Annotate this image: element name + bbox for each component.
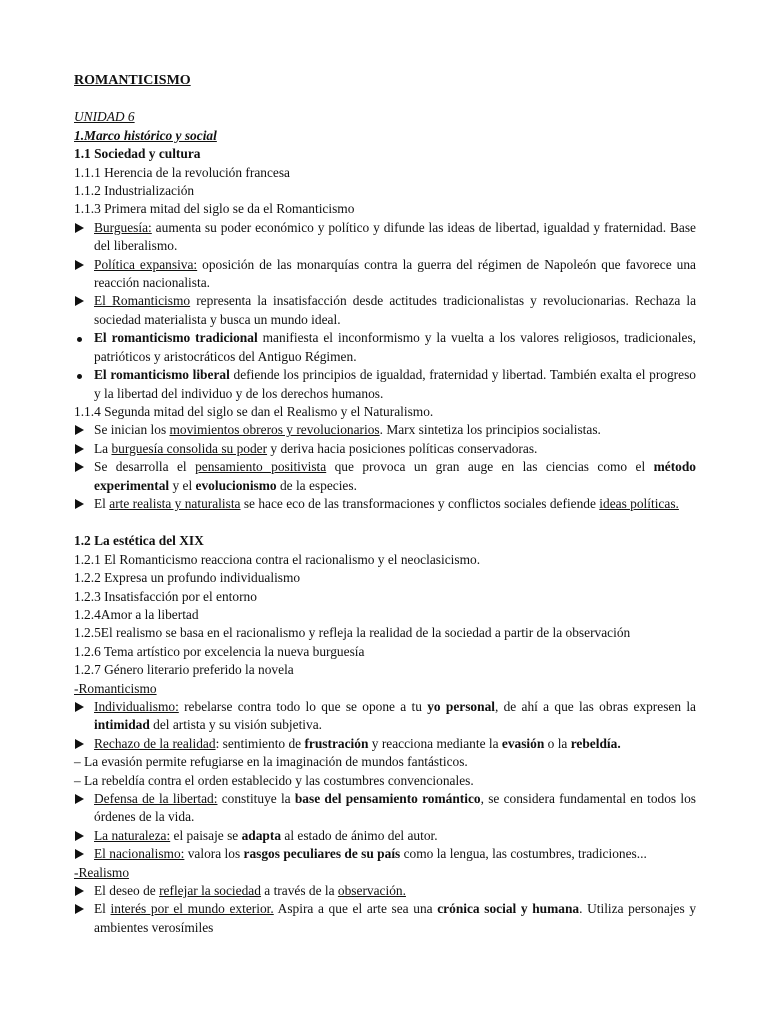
term: observación. bbox=[337, 883, 406, 899]
item-text: , se considera fundamental en todos los órdenes de la vida. bbox=[94, 791, 696, 825]
arrow-bullet-icon bbox=[75, 698, 91, 717]
term: Individualismo: bbox=[94, 699, 179, 714]
item-text: como la lengua, las costumbres, tradiciones... bbox=[400, 846, 647, 862]
item-text: de la especies. bbox=[276, 477, 357, 493]
bullet-item-naturaleza bbox=[74, 827, 696, 845]
item-text: rebelarse contra todo lo que se opone a tu bbox=[178, 699, 428, 714]
item-text: constituye la bbox=[217, 791, 295, 807]
bullet-item-politica bbox=[74, 256, 696, 293]
item-text: . Utiliza personajes y ambientes verosímiles bbox=[94, 901, 697, 935]
bold-term: frustración bbox=[304, 735, 369, 751]
arrow-bullet-icon bbox=[75, 495, 91, 514]
bold-term: El romanticismo tradicional bbox=[94, 330, 258, 346]
term: Burguesía: bbox=[94, 219, 152, 235]
dot-bullet-icon bbox=[75, 329, 91, 347]
item-text: se hace eco de las transformaciones y conflictos sociales defiende bbox=[240, 495, 600, 511]
item-text: : sentimiento de bbox=[215, 735, 305, 751]
item-text: defiende los principios de igualdad, fraternidad y libertad. También exalta el progreso y la libertad del individuo y de los derechos humanos. bbox=[94, 367, 696, 401]
outline-line: 1.2.3 Insatisfacción por el entorno bbox=[74, 588, 257, 604]
term: El Romanticismo bbox=[94, 293, 191, 309]
arrow-bullet-icon bbox=[75, 256, 91, 275]
item-text: , de ahí a que las obras expresen la bbox=[494, 699, 696, 714]
bold-term: rebeldía. bbox=[570, 735, 621, 751]
item-text: el paisaje se bbox=[170, 827, 242, 843]
bullet-item-nacionalismo bbox=[74, 845, 696, 863]
outline-paragraph: 1.2.5El realismo se basa en el racionalismo y refleja la realidad de la sociedad a partir de la observación bbox=[74, 625, 631, 641]
spacer bbox=[74, 513, 696, 532]
item-text: que provoca un gran auge en las ciencias como el bbox=[326, 459, 654, 475]
term: arte realista y naturalista bbox=[109, 495, 241, 511]
term: ideas políticas. bbox=[599, 495, 679, 511]
bullet-item-deseo bbox=[74, 882, 696, 900]
bold-term: método experimental bbox=[94, 459, 696, 493]
bullet-item-movimientos bbox=[74, 421, 696, 439]
arrow-bullet-icon bbox=[75, 458, 91, 477]
section-1-heading: 1.Marco histórico y social bbox=[74, 127, 217, 143]
item-text: o la bbox=[544, 735, 571, 751]
dash-line-rebeldia: – La rebeldía contra el orden establecido y las costumbres convencionales. bbox=[74, 772, 474, 788]
outline-line: 1.1.3 Primera mitad del siglo se da el Romanticismo bbox=[74, 201, 355, 217]
item-text: El bbox=[94, 901, 111, 917]
document-title: ROMANTICISMO bbox=[74, 73, 191, 88]
bullet-item-rechazo bbox=[74, 735, 696, 753]
bullet-item-burguesia-conservadora bbox=[74, 440, 696, 458]
item-text: y el bbox=[169, 477, 196, 493]
outline-line: 1.2.2 Expresa un profundo individualismo bbox=[74, 570, 301, 586]
outline-line: 1.1.1 Herencia de la revolución francesa bbox=[74, 164, 291, 180]
item-text: manifiesta el inconformismo y la vuelta a los valores religiosos, tradicionales, patrióticos y aristocráticos del Antiguo Régimen. bbox=[94, 330, 697, 364]
unit-heading: UNIDAD 6 bbox=[74, 109, 135, 125]
item-text: Aspira a que el arte sea una bbox=[273, 901, 438, 917]
arrow-bullet-icon bbox=[75, 735, 91, 754]
bold-term: base del pensamiento romántico bbox=[294, 791, 481, 807]
item-text: Se inician los bbox=[94, 422, 170, 438]
bold-term: yo personal bbox=[427, 699, 495, 714]
romanticismo-label: -Romanticismo bbox=[74, 680, 157, 696]
outline-line: 1.2.7 Género literario preferido la novela bbox=[74, 662, 294, 678]
term: movimientos obreros y revolucionarios bbox=[169, 422, 380, 438]
item-text: La bbox=[94, 440, 112, 456]
bullet-item-interes bbox=[74, 900, 696, 937]
outline-line: 1.2.1 El Romanticismo reacciona contra el racionalismo y el neoclasicismo. bbox=[74, 551, 481, 567]
arrow-bullet-icon bbox=[75, 421, 91, 440]
term: Rechazo de la realidad bbox=[94, 735, 216, 751]
item-text: y reacciona mediante la bbox=[368, 735, 502, 751]
arrow-bullet-icon bbox=[75, 790, 91, 809]
term: El nacionalismo: bbox=[94, 846, 185, 862]
term: La naturaleza: bbox=[94, 827, 171, 843]
item-text: a través de la bbox=[260, 883, 338, 899]
document-page bbox=[74, 72, 696, 937]
arrow-bullet-icon bbox=[75, 845, 91, 864]
arrow-bullet-icon bbox=[75, 882, 91, 901]
dash-line-evasion: – La evasión permite refugiarse en la imaginación de mundos fantásticos. bbox=[74, 754, 468, 770]
item-text: oposición de las monarquías contra la guerra del régimen de Napoleón que favorece una reacción nacionalista. bbox=[94, 256, 696, 291]
item-text: y deriva hacia posiciones políticas conservadoras. bbox=[267, 440, 538, 456]
term: Defensa de la libertad: bbox=[94, 791, 218, 807]
bold-term: crónica social y humana bbox=[437, 901, 580, 917]
subsection-1-1-heading: 1.1 Sociedad y cultura bbox=[74, 146, 201, 162]
term: interés por el mundo exterior. bbox=[110, 901, 274, 917]
outline-line: 1.2.4Amor a la libertad bbox=[74, 606, 199, 622]
item-text: Se desarrolla el bbox=[94, 459, 196, 475]
bullet-item-liberal bbox=[74, 366, 696, 403]
bullet-item-individualismo bbox=[74, 698, 696, 735]
term: burguesía consolida su poder bbox=[111, 440, 268, 456]
arrow-bullet-icon bbox=[75, 292, 91, 311]
outline-line: 1.2.6 Tema artístico por excelencia la nueva burguesía bbox=[74, 643, 365, 659]
term: pensamiento positivista bbox=[195, 459, 327, 475]
bullet-item-arte bbox=[74, 495, 696, 513]
item-text: valora los bbox=[184, 846, 244, 862]
item-text: del artista y su visión subjetiva. bbox=[149, 717, 323, 733]
item-text: . Marx sintetiza los principios socialistas. bbox=[379, 422, 601, 438]
item-text: El bbox=[94, 495, 110, 511]
bold-term: rasgos peculiares de su país bbox=[243, 846, 401, 862]
bold-term: evasión bbox=[501, 735, 545, 751]
bold-term: intimidad bbox=[94, 717, 150, 733]
outline-line: 1.1.2 Industrialización bbox=[74, 183, 195, 199]
item-text: al estado de ánimo del autor. bbox=[281, 827, 438, 843]
arrow-bullet-icon bbox=[75, 900, 91, 919]
arrow-bullet-icon bbox=[75, 219, 91, 238]
bold-term: adapta bbox=[241, 827, 282, 843]
bullet-item-romanticismo bbox=[74, 292, 696, 329]
item-text: aumenta su poder económico y político y difunde las ideas de libertad, igualdad y fraternidad. Base del liberalismo. bbox=[94, 219, 696, 254]
section-1-2-heading: 1.2 La estética del XIX bbox=[74, 533, 204, 549]
bold-term: El romanticismo liberal bbox=[94, 367, 230, 383]
realismo-label: -Realismo bbox=[74, 864, 130, 880]
outline-line: 1.1.4 Segunda mitad del siglo se dan el Realismo y el Naturalismo. bbox=[74, 403, 434, 419]
arrow-bullet-icon bbox=[75, 440, 91, 459]
item-text: representa la insatisfacción desde actitudes tradicionalistas y revolucionarias. Rechaza la sociedad materialista y busca un mundo ideal. bbox=[94, 293, 697, 327]
term: Política expansiva: bbox=[94, 256, 198, 272]
bullet-item-positivismo bbox=[74, 458, 696, 495]
bullet-item-defensa bbox=[74, 790, 696, 827]
term: reflejar la sociedad bbox=[159, 883, 261, 899]
bullet-item-burguesia bbox=[74, 219, 696, 256]
bold-term: evolucionismo bbox=[195, 477, 277, 493]
item-text: El deseo de bbox=[94, 883, 160, 899]
bullet-item-tradicional bbox=[74, 329, 696, 366]
arrow-bullet-icon bbox=[75, 827, 91, 846]
dot-bullet-icon bbox=[75, 366, 91, 384]
